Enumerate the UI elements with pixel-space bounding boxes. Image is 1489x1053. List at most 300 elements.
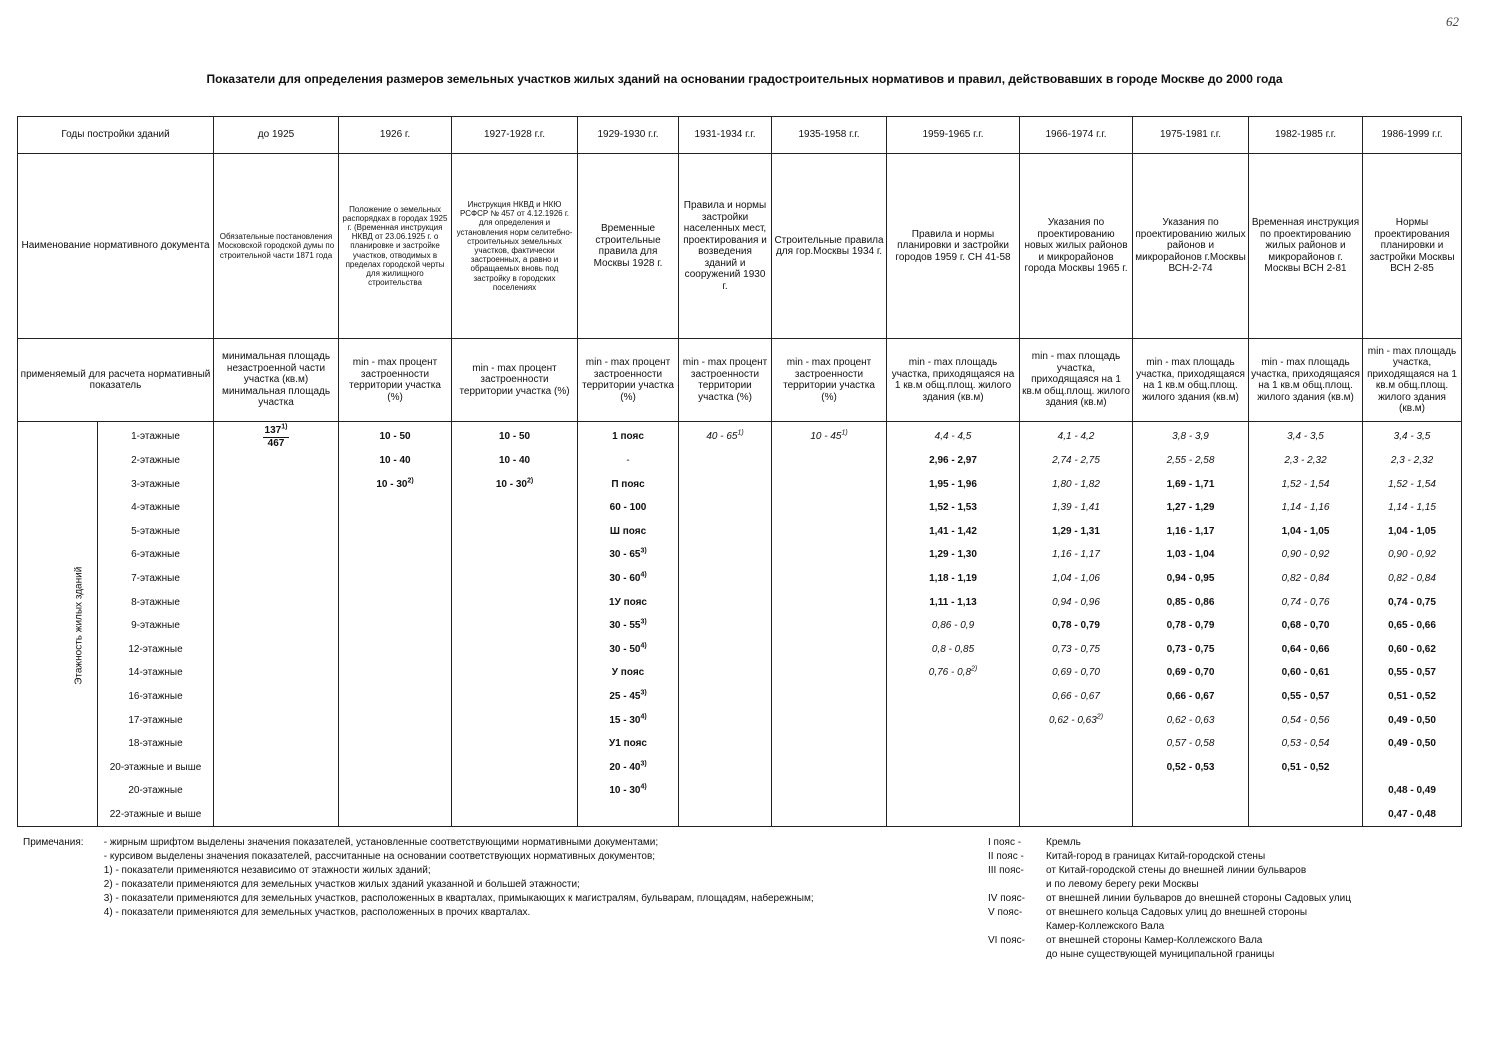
fraction-denominator: 467 (267, 437, 285, 449)
value-text: 0,66 - 0,67 (1166, 690, 1215, 702)
value-text: 0,82 - 0,84 (1281, 573, 1330, 585)
zone-key: I пояс - (988, 837, 1022, 848)
table-row (18, 591, 1462, 615)
value-cell (1133, 520, 1249, 544)
value-text: 25 - 45 (609, 690, 641, 702)
value-cell (1249, 779, 1363, 803)
value-cell (887, 732, 1020, 756)
table-row (18, 422, 1462, 450)
value-cell (1133, 638, 1249, 662)
value-cell (772, 685, 887, 709)
value-text: 1,16 - 1,17 (1166, 525, 1215, 537)
value-cell (1363, 638, 1462, 662)
value-cell (1249, 661, 1363, 685)
value-text: 0,76 - 0,8 (928, 667, 972, 679)
footnote-mark: 2) (526, 477, 534, 485)
table-row (18, 661, 1462, 685)
value-cell (1249, 614, 1363, 638)
value-text: У пояс (611, 667, 645, 679)
table-row (18, 732, 1462, 756)
value-cell (887, 567, 1020, 591)
table-row (18, 779, 1462, 803)
value-text: 0,49 - 0,50 (1388, 738, 1436, 750)
value-cell (679, 709, 772, 733)
years-label: Годы постройки зданий (18, 117, 214, 154)
value-text: 0,74 - 0,75 (1388, 596, 1436, 608)
footnote-mark: 3) (640, 760, 647, 768)
zone-row (988, 920, 1351, 934)
zone-key: V пояс- (988, 907, 1023, 918)
value-text: 10 - 40 (498, 455, 531, 467)
value-cell (1249, 422, 1363, 450)
value-cell (1020, 638, 1133, 662)
value-cell (339, 496, 452, 520)
value-text: 1,52 - 1,53 (929, 502, 977, 514)
value-cell (1020, 661, 1133, 685)
value-cell (1249, 520, 1363, 544)
year-cell: 1927-1928 г.г. (452, 117, 578, 154)
footnote-mark: 3) (640, 548, 647, 556)
value-text: 1,69 - 1,71 (1166, 478, 1215, 490)
value-text: 1,14 - 1,16 (1281, 502, 1330, 514)
value-cell (1020, 567, 1133, 591)
value-text: 10 - 50 (379, 431, 411, 443)
zone-row (988, 892, 1351, 906)
value-text: 0,8 - 0,85 (931, 643, 975, 655)
value-text: 1,03 - 1,04 (1166, 549, 1215, 561)
footnote-mark: 1) (281, 423, 288, 431)
floor-label: 9-этажные (98, 614, 214, 638)
value-text: 2,3 - 2,32 (1284, 455, 1327, 467)
value-cell (679, 803, 772, 827)
floor-label: 18-этажные (98, 732, 214, 756)
doc-cell: Инструкция НКВД и НКЮ РСФСР № 457 от 4.12.1926 г. для определения и установления норм селитебно-строительных земельных участков, фактически застроенных, а равно и обращаемых вновь под застройку в городских поселениях (452, 154, 578, 339)
value-cell (887, 779, 1020, 803)
value-text: 15 - 30 (609, 714, 641, 726)
value-text: 20 - 40 (609, 761, 641, 773)
value-cell (1133, 591, 1249, 615)
note-line: 1) - показатели применяются независимо от этажности жилых зданий; (103, 865, 431, 876)
note-line: - жирным шрифтом выделены значения показателей, установленные соответствующими нормативными документами; (103, 837, 659, 848)
value-cell (1363, 685, 1462, 709)
notes-list (104, 836, 814, 920)
value-cell (339, 685, 452, 709)
value-text: 4,4 - 4,5 (934, 431, 972, 443)
table-body (18, 422, 1462, 827)
indicator-cell: min - max процент застроенности территории участка (%) (339, 339, 452, 422)
value-cell (772, 543, 887, 567)
value-cell (214, 567, 339, 591)
value-cell (1363, 803, 1462, 827)
footnote-mark: 3) (640, 618, 647, 626)
value-cell (772, 709, 887, 733)
value-cell (452, 567, 578, 591)
value-cell (679, 567, 772, 591)
value-text: 0,82 - 0,84 (1388, 573, 1436, 585)
floor-label: 17-этажные (98, 709, 214, 733)
footnote-mark: 2) (407, 477, 414, 485)
value-cell (1020, 756, 1133, 780)
value-text: 0,55 - 0,57 (1281, 690, 1330, 702)
page-number: 62 (1446, 14, 1459, 29)
value-text: 0,78 - 0,79 (1052, 620, 1100, 632)
value-cell (1363, 779, 1462, 803)
value-cell (1249, 496, 1363, 520)
value-cell (679, 543, 772, 567)
indicator-cell: min - max площадь участка, приходящаяся на 1 кв.м общ.площ. жилого здания (кв.м) (1020, 339, 1133, 422)
floor-label: 20-этажные и выше (98, 756, 214, 780)
value-text: 0,53 - 0,54 (1281, 738, 1330, 750)
year-cell: 1986-1999 г.г. (1363, 117, 1462, 154)
year-cell: 1975-1981 г.г. (1133, 117, 1249, 154)
norms-table (17, 116, 1462, 827)
value-text: 0,60 - 0,62 (1388, 643, 1436, 655)
value-text: 30 - 55 (609, 620, 641, 632)
value-cell (452, 732, 578, 756)
footnote-mark: 4) (640, 784, 647, 792)
zone-row (988, 864, 1351, 878)
value-text: 10 - 50 (498, 431, 531, 443)
zone-row (988, 906, 1351, 920)
value-text: 2,55 - 2,58 (1166, 455, 1215, 467)
value-cell (214, 473, 339, 497)
value-cell (1020, 803, 1133, 827)
value-text: 0,51 - 0,52 (1281, 761, 1330, 773)
value-cell (339, 661, 452, 685)
value-text: 30 - 50 (609, 643, 641, 655)
table-row (18, 803, 1462, 827)
value-cell (339, 543, 452, 567)
zone-key: II пояс - (988, 851, 1024, 862)
indicator-cell: min - max площадь участка, приходящаяся на 1 кв.м общ.площ. жилого здания (кв.м) (1249, 339, 1363, 422)
value-cell (679, 779, 772, 803)
value-cell (887, 473, 1020, 497)
notes-heading: Примечания: (23, 837, 84, 848)
value-cell (1020, 614, 1133, 638)
value-cell (1363, 756, 1462, 780)
table-row (18, 709, 1462, 733)
doc-cell: Временная инструкция по проектированию жилых районов и микрорайонов г. Москвы ВСН 2-81 (1249, 154, 1363, 339)
value-cell (578, 756, 679, 780)
doc-label: Наименование нормативного документа (18, 154, 214, 339)
value-text: 1,95 - 1,96 (929, 478, 977, 490)
value-cell (1020, 496, 1133, 520)
value-text: 1,18 - 1,19 (929, 573, 977, 585)
value-cell (1249, 543, 1363, 567)
zones-legend (988, 836, 1351, 962)
value-text: 0,65 - 0,66 (1388, 620, 1436, 632)
value-cell (772, 803, 887, 827)
value-text: 4,1 - 4,2 (1057, 431, 1095, 443)
value-cell (772, 496, 887, 520)
value-cell (887, 543, 1020, 567)
value-cell (578, 591, 679, 615)
footnote-mark: 3) (640, 689, 647, 697)
notes (23, 836, 814, 920)
value-text: 2,96 - 2,97 (929, 455, 977, 467)
zone-row (988, 934, 1351, 948)
value-cell (772, 779, 887, 803)
indicator-cell: min - max площадь участка, приходящаяся на 1 кв.м общ.площ. жилого здания (кв.м) (1363, 339, 1462, 422)
value-cell (339, 591, 452, 615)
value-text: 0,64 - 0,66 (1281, 643, 1330, 655)
value-cell (1133, 543, 1249, 567)
table-row (18, 567, 1462, 591)
value-cell (887, 638, 1020, 662)
value-cell (1020, 685, 1133, 709)
value-cell (887, 449, 1020, 473)
value-cell (214, 732, 339, 756)
value-cell (1363, 520, 1462, 544)
value-cell (1020, 543, 1133, 567)
note-line: - курсивом выделены значения показателей, рассчитанные на основании соответствующих нормативных документов; (103, 851, 656, 862)
value-text: 0,47 - 0,48 (1388, 808, 1436, 820)
value-cell (679, 685, 772, 709)
table-row (18, 473, 1462, 497)
value-cell (1363, 422, 1462, 450)
doc-cell: Строительные правила для гор.Москвы 1934 г. (772, 154, 887, 339)
value-cell (214, 520, 339, 544)
value-cell (1133, 567, 1249, 591)
floor-label: 6-этажные (98, 543, 214, 567)
value-cell (578, 685, 679, 709)
value-text: 0,73 - 0,75 (1052, 643, 1100, 655)
value-cell (1133, 422, 1249, 450)
value-cell (1020, 779, 1133, 803)
value-text: 0,78 - 0,79 (1166, 620, 1215, 632)
value-text: 1,04 - 1,05 (1281, 525, 1330, 537)
value-text: 3,8 - 3,9 (1172, 431, 1209, 443)
note-line: 3) - показатели применяются для земельных участков, расположенных в кварталах, примыкающих к магистралям, бульварам, площадям, набережным; (103, 893, 814, 904)
value-cell (1133, 779, 1249, 803)
zone-text: от внешнего кольца Садовых улиц до внешней стороны (1046, 907, 1308, 918)
value-cell (452, 496, 578, 520)
value-text: 0,62 - 0,63 (1048, 714, 1097, 726)
value-cell (1249, 567, 1363, 591)
value-cell (772, 449, 887, 473)
value-cell (578, 709, 679, 733)
doc-cell: Указания по проектированию жилых районов и микрорайонов г.Москвы ВСН-2-74 (1133, 154, 1249, 339)
page-title: Показатели для определения размеров земельных участков жилых зданий на основании градостроительных нормативов и правил, действовавших в городе Москве до 2000 года (206, 72, 1283, 86)
zone-text: от Китай-городской стены до внешней линии бульваров (1046, 865, 1307, 876)
value-cell (578, 473, 679, 497)
value-cell (578, 732, 679, 756)
value-cell (1363, 567, 1462, 591)
value-text: 0,57 - 0,58 (1166, 738, 1215, 750)
year-cell: 1982-1985 г.г. (1249, 117, 1363, 154)
value-cell (452, 614, 578, 638)
value-cell (1249, 591, 1363, 615)
value-cell (578, 614, 679, 638)
floor-label: 7-этажные (98, 567, 214, 591)
value-cell (1020, 520, 1133, 544)
value-cell (339, 638, 452, 662)
value-text: 0,54 - 0,56 (1281, 714, 1330, 726)
doc-cell: Обязательные постановления Московской городской думы по строительной части 1871 года (214, 154, 339, 339)
indicator-cell: min - max площадь участка, приходящаяся на 1 кв.м общ.площ. жилого здания (кв.м) (1133, 339, 1249, 422)
value-text: 0,86 - 0,9 (931, 620, 975, 632)
indicator-cell: min - max процент застроенности территории участка (%) (772, 339, 887, 422)
floors-group-label (18, 422, 98, 827)
value-cell (1363, 661, 1462, 685)
value-cell (578, 567, 679, 591)
value-text: 1,04 - 1,06 (1052, 573, 1100, 585)
value-text: 0,49 - 0,50 (1388, 714, 1436, 726)
value-cell (1020, 732, 1133, 756)
value-text: 3,4 - 3,5 (1287, 431, 1324, 443)
value-cell (214, 543, 339, 567)
zone-text: до ныне существующей муниципальной границы (1046, 949, 1275, 960)
value-cell (214, 591, 339, 615)
zone-key (988, 878, 1046, 892)
value-text: 40 - 65 (706, 431, 738, 443)
value-cell (1020, 709, 1133, 733)
value-cell (1020, 422, 1133, 450)
table-row (18, 638, 1462, 662)
value-text: 1 пояс (612, 431, 644, 443)
floor-label: 16-этажные (98, 685, 214, 709)
value-text: 0,48 - 0,49 (1388, 785, 1436, 797)
zone-key: III пояс- (988, 865, 1024, 876)
floor-label: 5-этажные (98, 520, 214, 544)
value-text: 0,69 - 0,70 (1052, 667, 1100, 679)
value-text: 1,80 - 1,82 (1052, 478, 1100, 490)
table-row (18, 756, 1462, 780)
value-text: 10 - 30 (609, 785, 641, 797)
value-text: 1,41 - 1,42 (929, 525, 977, 537)
value-cell (452, 709, 578, 733)
value-cell (1249, 638, 1363, 662)
value-text: 0,55 - 0,57 (1388, 667, 1436, 679)
floor-label: 8-этажные (98, 591, 214, 615)
value-cell (1249, 473, 1363, 497)
value-cell (887, 496, 1020, 520)
value-cell (1363, 543, 1462, 567)
value-cell (887, 756, 1020, 780)
value-text: Ш пояс (609, 525, 647, 537)
value-cell (452, 756, 578, 780)
value-text: 0,52 - 0,53 (1166, 761, 1215, 773)
value-cell (887, 661, 1020, 685)
zone-key: IV пояс- (988, 893, 1025, 904)
footnote-mark: 2) (1096, 713, 1104, 721)
floors-group-text: Этажность жилых зданий (73, 566, 85, 685)
table-row (18, 543, 1462, 567)
value-cell (679, 591, 772, 615)
value-text: 1,11 - 1,13 (929, 596, 977, 608)
value-cell (214, 449, 339, 473)
indicator-cell: min - max процент застроенности территории участка (%) (679, 339, 772, 422)
table-row (18, 685, 1462, 709)
value-cell (679, 422, 772, 450)
doc-cell: Правила и нормы застройки населенных мест, проектирования и возведения зданий и сооружений 1930 г. (679, 154, 772, 339)
value-text: 1,52 - 1,54 (1388, 478, 1436, 490)
doc-cell: Временные строительные правила для Москвы 1928 г. (578, 154, 679, 339)
value-cell (214, 803, 339, 827)
value-cell (452, 543, 578, 567)
value-cell (1133, 685, 1249, 709)
value-cell (339, 756, 452, 780)
value-cell (452, 449, 578, 473)
value-cell (1133, 614, 1249, 638)
value-cell (1133, 661, 1249, 685)
table-row (18, 520, 1462, 544)
value-text: 2,3 - 2,32 (1390, 455, 1434, 467)
value-text: 30 - 65 (609, 549, 641, 561)
value-cell (1363, 591, 1462, 615)
value-text: 0,51 - 0,52 (1388, 690, 1436, 702)
value-cell (679, 520, 772, 544)
zone-text: Китай-город в границах Китай-городской стены (1046, 851, 1266, 862)
footnote-mark: 4) (640, 713, 647, 721)
value-text: 3,4 - 3,5 (1393, 431, 1431, 443)
table-row (18, 496, 1462, 520)
value-cell (578, 661, 679, 685)
value-cell (214, 422, 339, 450)
value-cell (578, 779, 679, 803)
year-cell: 1926 г. (339, 117, 452, 154)
value-text: 0,94 - 0,96 (1052, 596, 1100, 608)
value-cell (214, 779, 339, 803)
value-cell (452, 803, 578, 827)
value-cell (339, 803, 452, 827)
value-cell (1133, 473, 1249, 497)
value-cell (887, 685, 1020, 709)
value-text: 0,94 - 0,95 (1166, 573, 1215, 585)
indicator-label: применяемый для расчета нормативный показатель (18, 339, 214, 422)
value-cell (452, 685, 578, 709)
value-cell (339, 779, 452, 803)
value-cell (214, 614, 339, 638)
value-cell (452, 779, 578, 803)
value-cell (679, 732, 772, 756)
value-cell (339, 567, 452, 591)
value-text: П пояс (611, 478, 645, 490)
value-cell (772, 567, 887, 591)
value-cell (339, 520, 452, 544)
zone-row (988, 850, 1351, 864)
floor-label: 14-этажные (98, 661, 214, 685)
doc-cell: Правила и нормы планировки и застройки городов 1959 г. СН 41-58 (887, 154, 1020, 339)
value-cell (1363, 473, 1462, 497)
value-cell (772, 661, 887, 685)
year-cell: 1966-1974 г.г. (1020, 117, 1133, 154)
value-cell (452, 473, 578, 497)
value-text: 0,85 - 0,86 (1166, 596, 1215, 608)
doc-cell: Указания по проектированию новых жилых районов и микрорайонов города Москвы 1965 г. (1020, 154, 1133, 339)
floor-label: 12-этажные (98, 638, 214, 662)
value-cell (1249, 449, 1363, 473)
value-cell (578, 449, 679, 473)
zone-row (988, 948, 1351, 962)
value-cell (1133, 496, 1249, 520)
value-text: 2,74 - 2,75 (1052, 455, 1100, 467)
value-cell (772, 591, 887, 615)
value-cell (1249, 732, 1363, 756)
value-text: 1,29 - 1,31 (1052, 525, 1100, 537)
value-text: 1,04 - 1,05 (1388, 525, 1436, 537)
value-cell (214, 661, 339, 685)
value-cell (887, 520, 1020, 544)
value-cell (452, 661, 578, 685)
value-text: 10 - 30 (376, 478, 408, 490)
note-line: 2) - показатели применяются для земельных участков жилых зданий указанной и большей этажности; (103, 879, 580, 890)
zone-key (988, 948, 1046, 962)
value-text: 1,29 - 1,30 (929, 549, 977, 561)
value-text: 30 - 60 (609, 573, 641, 585)
value-cell (578, 803, 679, 827)
value-cell (1363, 709, 1462, 733)
